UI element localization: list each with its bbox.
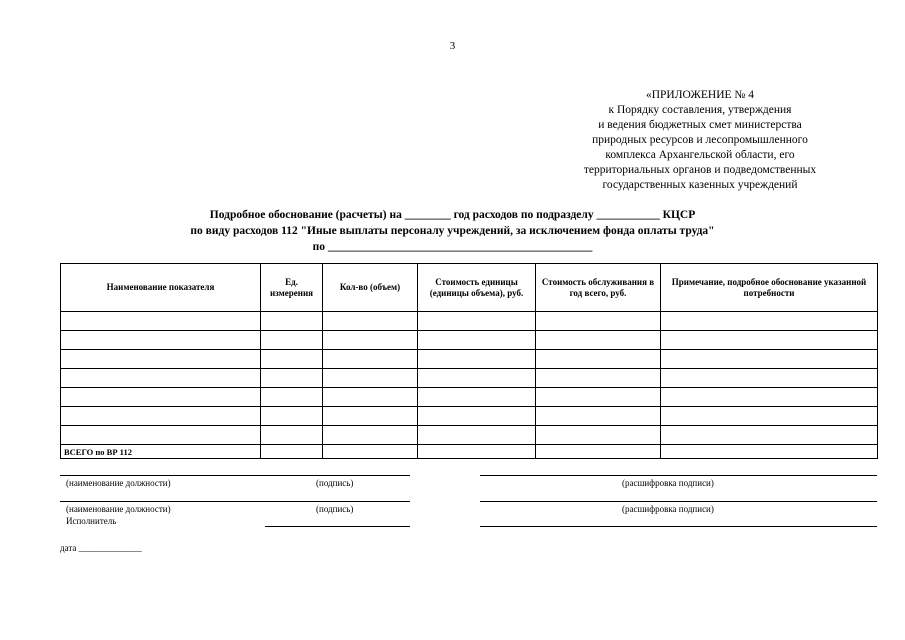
table-cell[interactable]	[61, 388, 261, 407]
header-unit: Ед. измерения	[261, 264, 323, 312]
decode-line-2	[480, 501, 877, 502]
table-cell[interactable]	[536, 426, 661, 445]
appendix-line: природных ресурсов и лесопромышленного	[592, 134, 808, 146]
table-cell[interactable]	[323, 407, 418, 426]
table-total-row	[61, 445, 878, 459]
table-cell[interactable]	[418, 331, 536, 350]
table-cell[interactable]	[418, 350, 536, 369]
table-cell[interactable]	[61, 407, 261, 426]
header-annual-cost: Стоимость обслуживания в год всего, руб.	[536, 264, 661, 312]
decode-line-1	[480, 475, 877, 476]
appendix-line: к Порядку составления, утверждения	[608, 104, 792, 116]
table-cell[interactable]	[261, 369, 323, 388]
position-line-1	[60, 475, 410, 476]
table-cell[interactable]	[418, 426, 536, 445]
appendix-block	[540, 88, 860, 193]
sign-caption-1: (подпись)	[316, 478, 354, 488]
table-cell[interactable]	[536, 331, 661, 350]
table-cell[interactable]	[61, 350, 261, 369]
table-cell[interactable]	[61, 426, 261, 445]
position-caption-1: (наименование должности)	[66, 478, 171, 488]
table-cell[interactable]	[661, 407, 878, 426]
appendix-line: территориальных органов и подведомственных	[583, 164, 817, 176]
table-header-row	[61, 264, 878, 312]
total-label: ВСЕГО по ВР 112	[61, 445, 261, 459]
table-cell[interactable]	[323, 445, 418, 459]
date-field: дата ______________	[60, 543, 142, 553]
header-note: Примечание, подробное обоснование указанной потребности	[661, 264, 878, 312]
table-cell[interactable]	[61, 369, 261, 388]
page-number: 3	[449, 40, 456, 52]
table-cell[interactable]	[261, 407, 323, 426]
table-cell[interactable]	[61, 312, 261, 331]
table-cell[interactable]	[261, 426, 323, 445]
table-cell[interactable]	[323, 312, 418, 331]
table-row	[61, 388, 878, 407]
table-cell[interactable]	[323, 388, 418, 407]
table-cell[interactable]	[323, 350, 418, 369]
executor-label: Исполнитель	[66, 516, 117, 526]
table-cell[interactable]	[661, 388, 878, 407]
table-cell[interactable]	[661, 312, 878, 331]
table-cell[interactable]	[261, 331, 323, 350]
table-cell[interactable]	[261, 350, 323, 369]
table-cell[interactable]	[418, 369, 536, 388]
table-cell[interactable]	[261, 312, 323, 331]
table-cell[interactable]	[418, 312, 536, 331]
table-row	[61, 426, 878, 445]
table-row	[61, 312, 878, 331]
table-cell[interactable]	[661, 369, 878, 388]
table-cell[interactable]	[661, 331, 878, 350]
table-row	[61, 407, 878, 426]
table-cell[interactable]	[261, 445, 323, 459]
table-row	[61, 331, 878, 350]
header-indicator-name: Наименование показателя	[61, 264, 261, 312]
sign-caption-2: (подпись)	[316, 504, 354, 514]
table-cell[interactable]	[418, 388, 536, 407]
decode-caption-2: (расшифровка подписи)	[622, 504, 714, 514]
appendix-line: государственных казенных учреждений	[602, 179, 798, 191]
table-cell[interactable]	[536, 445, 661, 459]
table-cell[interactable]	[536, 369, 661, 388]
table-cell[interactable]	[418, 445, 536, 459]
position-line-2	[60, 501, 410, 502]
table-cell[interactable]	[61, 331, 261, 350]
position-caption-2: (наименование должности)	[66, 504, 171, 514]
table-cell[interactable]	[661, 350, 878, 369]
table-cell[interactable]	[323, 331, 418, 350]
decode-caption-1: (расшифровка подписи)	[622, 478, 714, 488]
header-quantity: Кол-во (объем)	[323, 264, 418, 312]
table-cell[interactable]	[323, 369, 418, 388]
title-line-3: по ______________________________________________	[312, 241, 593, 253]
table-cell[interactable]	[323, 426, 418, 445]
appendix-line: и ведения бюджетных смет министерства	[598, 119, 802, 131]
appendix-line: комплекса Архангельской области, его	[605, 149, 795, 161]
executor-decode-line	[480, 526, 877, 527]
document-title	[0, 207, 905, 255]
table-row	[61, 350, 878, 369]
executor-line	[265, 526, 410, 527]
table-row	[61, 369, 878, 388]
table-cell[interactable]	[418, 407, 536, 426]
table-cell[interactable]	[261, 388, 323, 407]
header-unit-cost: Стоимость единицы (единицы объема), руб.	[418, 264, 536, 312]
table-cell[interactable]	[661, 445, 878, 459]
table-cell[interactable]	[536, 312, 661, 331]
appendix-line: «ПРИЛОЖЕНИЕ № 4	[645, 89, 754, 101]
table-cell[interactable]	[536, 350, 661, 369]
table-cell[interactable]	[536, 388, 661, 407]
title-line-1: Подробное обоснование (расчеты) на ________ год расходов по подразделу ___________ КЦСР	[209, 209, 696, 221]
calculation-table	[60, 263, 878, 459]
table-cell[interactable]	[536, 407, 661, 426]
table-cell[interactable]	[661, 426, 878, 445]
title-line-2: по виду расходов 112 "Иные выплаты персоналу учреждений, за исключением фонда оплаты труда"	[190, 225, 715, 237]
